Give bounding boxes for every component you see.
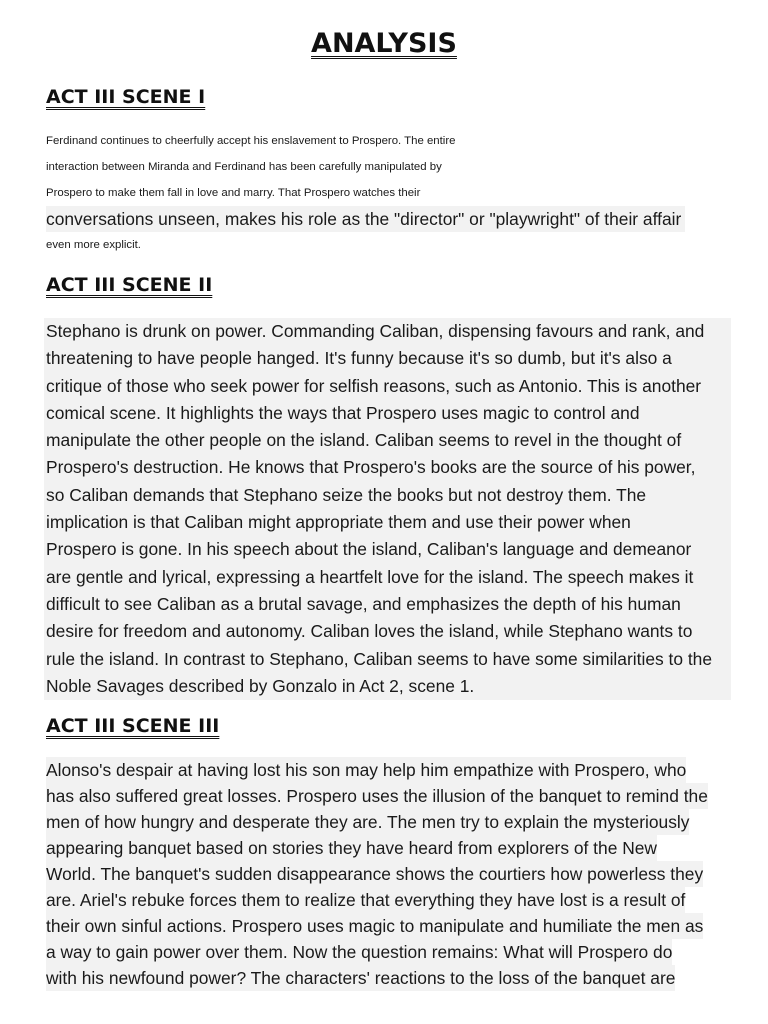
section-body-act3-scene1 [46,128,736,258]
text-line: desire for freedom and autonomy. Caliban loves the island, while Stephano wants to [46,621,693,642]
text-line: a way to gain power over them. Now the question remains: What will Prospero do [46,939,672,965]
text-line: appearing banquet based on stories they have heard from explorers of the New [46,835,657,861]
text-line: Alonso's despair at having lost his son may help him empathize with Prospero, who [46,757,686,783]
section-body-act3-scene3 [46,757,736,991]
text-line: World. The banquet's sudden disappearance shows the courtiers how powerless they [46,861,703,887]
text-line: Prospero's destruction. He knows that Prospero's books are the source of his power, [46,457,696,478]
text-line: critique of those who seek power for selfish reasons, such as Antonio. This is another [46,375,702,396]
text-line: even more explicit. [46,239,141,251]
text-line: their own sinful actions. Prospero uses magic to manipulate and humiliate the men as [46,913,703,939]
page-title [0,28,768,59]
text-line: rule the island. In contrast to Stephano, Caliban seems to have some similarities to the [46,648,713,669]
section-heading-act3-scene2: ACT III SCENE II [46,274,213,296]
text-line: Ferdinand continues to cheerfully accept his enslavement to Prospero. The entire [46,135,456,147]
page-title-text: ANALYSIS [311,28,457,59]
text-line: manipulate the other people on the island. Caliban seems to revel in the thought of [46,430,682,451]
section-heading-act3-scene1: ACT III SCENE I [46,86,206,108]
text-line: interaction between Miranda and Ferdinand has been carefully manipulated by [46,161,442,173]
text-line: Prospero to make them fall in love and marry. That Prospero watches their [46,187,421,199]
text-line: Stephano is drunk on power. Commanding Caliban, dispensing favours and rank, and [46,321,705,341]
section-body-act3-scene2 [44,318,731,700]
text-line: threatening to have people hanged. It's funny because it's so dumb, but it's also a [46,348,672,369]
text-line: are gentle and lyrical, expressing a heartfelt love for the island. The speech makes it [46,566,694,587]
text-line: Prospero is gone. In his speech about the island, Caliban's language and demeanor [46,539,692,560]
text-line: difficult to see Caliban as a brutal savage, and emphasizes the depth of his human [46,593,681,614]
text-line: men of how hungry and desperate they are. The men try to explain the mysteriously [46,809,689,835]
text-line: are. Ariel's rebuke forces them to realize that everything they have lost is a result of [46,887,685,913]
text-line: implication is that Caliban might appropriate them and use their power when [46,512,631,533]
text-line: comical scene. It highlights the ways that Prospero uses magic to control and [46,402,640,423]
text-line: conversations unseen, makes his role as the "director" or "playwright" of their affair [46,206,685,232]
text-line: so Caliban demands that Stephano seize the books but not destroy them. The [46,484,647,505]
text-line: Noble Savages described by Gonzalo in Act 2, scene 1. [46,675,475,696]
section-heading-act3-scene3: ACT III SCENE III [46,715,220,737]
text-line: with his newfound power? The characters' reactions to the loss of the banquet are [46,965,675,991]
text-line: has also suffered great losses. Prospero uses the illusion of the banquet to remind the [46,783,708,809]
